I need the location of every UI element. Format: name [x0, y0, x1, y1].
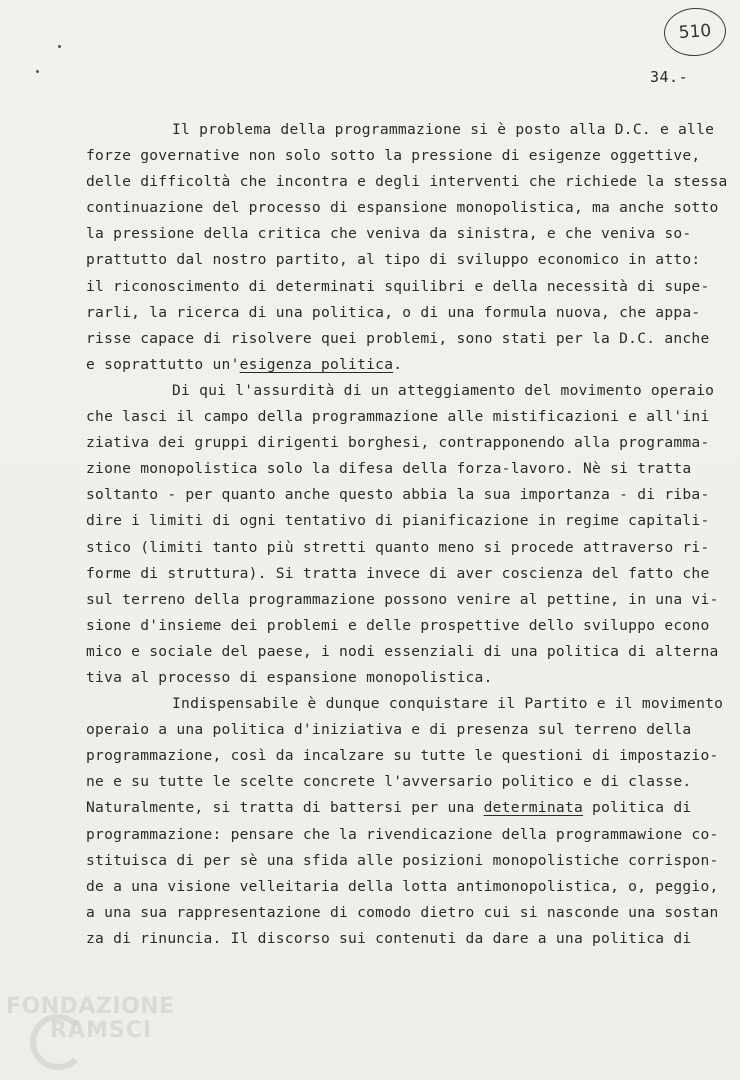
- text-line: dire i limiti di ogni tentativo di pianificazione in regime capitali-: [86, 512, 710, 530]
- text-line: che lasci il campo della programmazione alle mistificazioni e all'ini: [86, 408, 710, 426]
- text-line: sul terreno della programmazione possono venire al pettine, in una vi-: [86, 590, 719, 608]
- text-line: prattutto dal nostro partito, al tipo di sviluppo economico in atto:: [86, 251, 701, 269]
- text-span: e soprattutto un': [86, 355, 240, 373]
- page-number: 34.-: [650, 68, 689, 86]
- text-line: soltanto - per quanto anche questo abbia la sua importanza - di riba-: [86, 486, 710, 504]
- body-text: [86, 117, 726, 952]
- text-line: zione monopolistica solo la difesa della forza-lavoro. Nè si tratta: [86, 460, 692, 478]
- text-span: politica di: [583, 799, 692, 817]
- text-line: programmazione: pensare che la rivendicazione della programmawione co-: [86, 825, 719, 843]
- text-line: [86, 352, 726, 378]
- text-span: Naturalmente, si tratta di battersi per una: [86, 799, 484, 817]
- text-line: de a una visione velleitaria della lotta antimonopolistica, o, peggio,: [86, 877, 719, 895]
- fondazione-gramsci-watermark: [6, 996, 196, 1076]
- text-line: tiva al processo di espansione monopolistica.: [86, 668, 493, 686]
- ink-speck: [36, 70, 39, 73]
- text-line: forme di struttura). Si tratta invece di aver coscienza del fatto che: [86, 564, 710, 582]
- text-line: rarli, la ricerca di una politica, o di una formula nuova, che appa-: [86, 303, 701, 321]
- text-line: programmazione, così da incalzare su tutte le questioni di impostazio-: [86, 747, 719, 765]
- text-line: a una sua rappresentazione di comodo dietro cui si nasconde una sostan: [86, 903, 719, 921]
- text-line: stituisca di per sè una sfida alle posizioni monopolistiche corrispon-: [86, 851, 719, 869]
- text-line: [86, 795, 726, 821]
- watermark-line-1: FONDAZIONE: [6, 994, 175, 1019]
- text-line: delle difficoltà che incontra e degli interventi che richiede la stessa: [86, 173, 728, 191]
- text-line: sione d'insieme dei problemi e delle prospettive dello sviluppo econo: [86, 616, 710, 634]
- text-line: continuazione del processo di espansione monopolistica, ma anche sotto: [86, 199, 719, 217]
- watermark-line-2: RAMSCI: [50, 1018, 153, 1043]
- text-line: risse capace di risolvere quei problemi, sono stati per la D.C. anche: [86, 329, 710, 347]
- archive-stamp-number: 510: [678, 20, 712, 44]
- text-line: ziativa dei gruppi dirigenti borghesi, contrapponendo alla programma-: [86, 434, 710, 452]
- text-line: stico (limiti tanto più stretti quanto meno si procede attraverso ri-: [86, 538, 710, 556]
- text-line: mico e sociale del paese, i nodi essenziali di una politica di alterna: [86, 642, 719, 660]
- watermark-g-logo-icon: [30, 1014, 86, 1070]
- text-line: Di qui l'assurdità di un atteggiamento del movimento operaio: [172, 381, 715, 399]
- underlined-phrase: determinata: [483, 799, 583, 817]
- underlined-phrase: esigenza politica: [239, 355, 394, 373]
- text-line: za di rinuncia. Il discorso sui contenuti da dare a una politica di: [86, 929, 692, 947]
- text-span: .: [393, 355, 403, 373]
- text-line: Il problema della programmazione si è posto alla D.C. e alle: [172, 121, 715, 138]
- ink-speck: [58, 45, 61, 48]
- text-line: forze governative non solo sotto la pressione di esigenze oggettive,: [86, 147, 701, 165]
- text-line: il riconoscimento di determinati squilibri e della necessità di supe-: [86, 277, 710, 295]
- archive-stamp: [662, 6, 727, 58]
- text-line: ne e su tutte le scelte concrete l'avversario politico e di classe.: [86, 773, 692, 791]
- text-line: la pressione della critica che veniva da sinistra, e che veniva so-: [86, 225, 692, 243]
- text-line: Indispensabile è dunque conquistare il Partito e il movimento: [172, 695, 724, 713]
- text-line: operaio a una politica d'iniziativa e di presenza sul terreno della: [86, 721, 692, 739]
